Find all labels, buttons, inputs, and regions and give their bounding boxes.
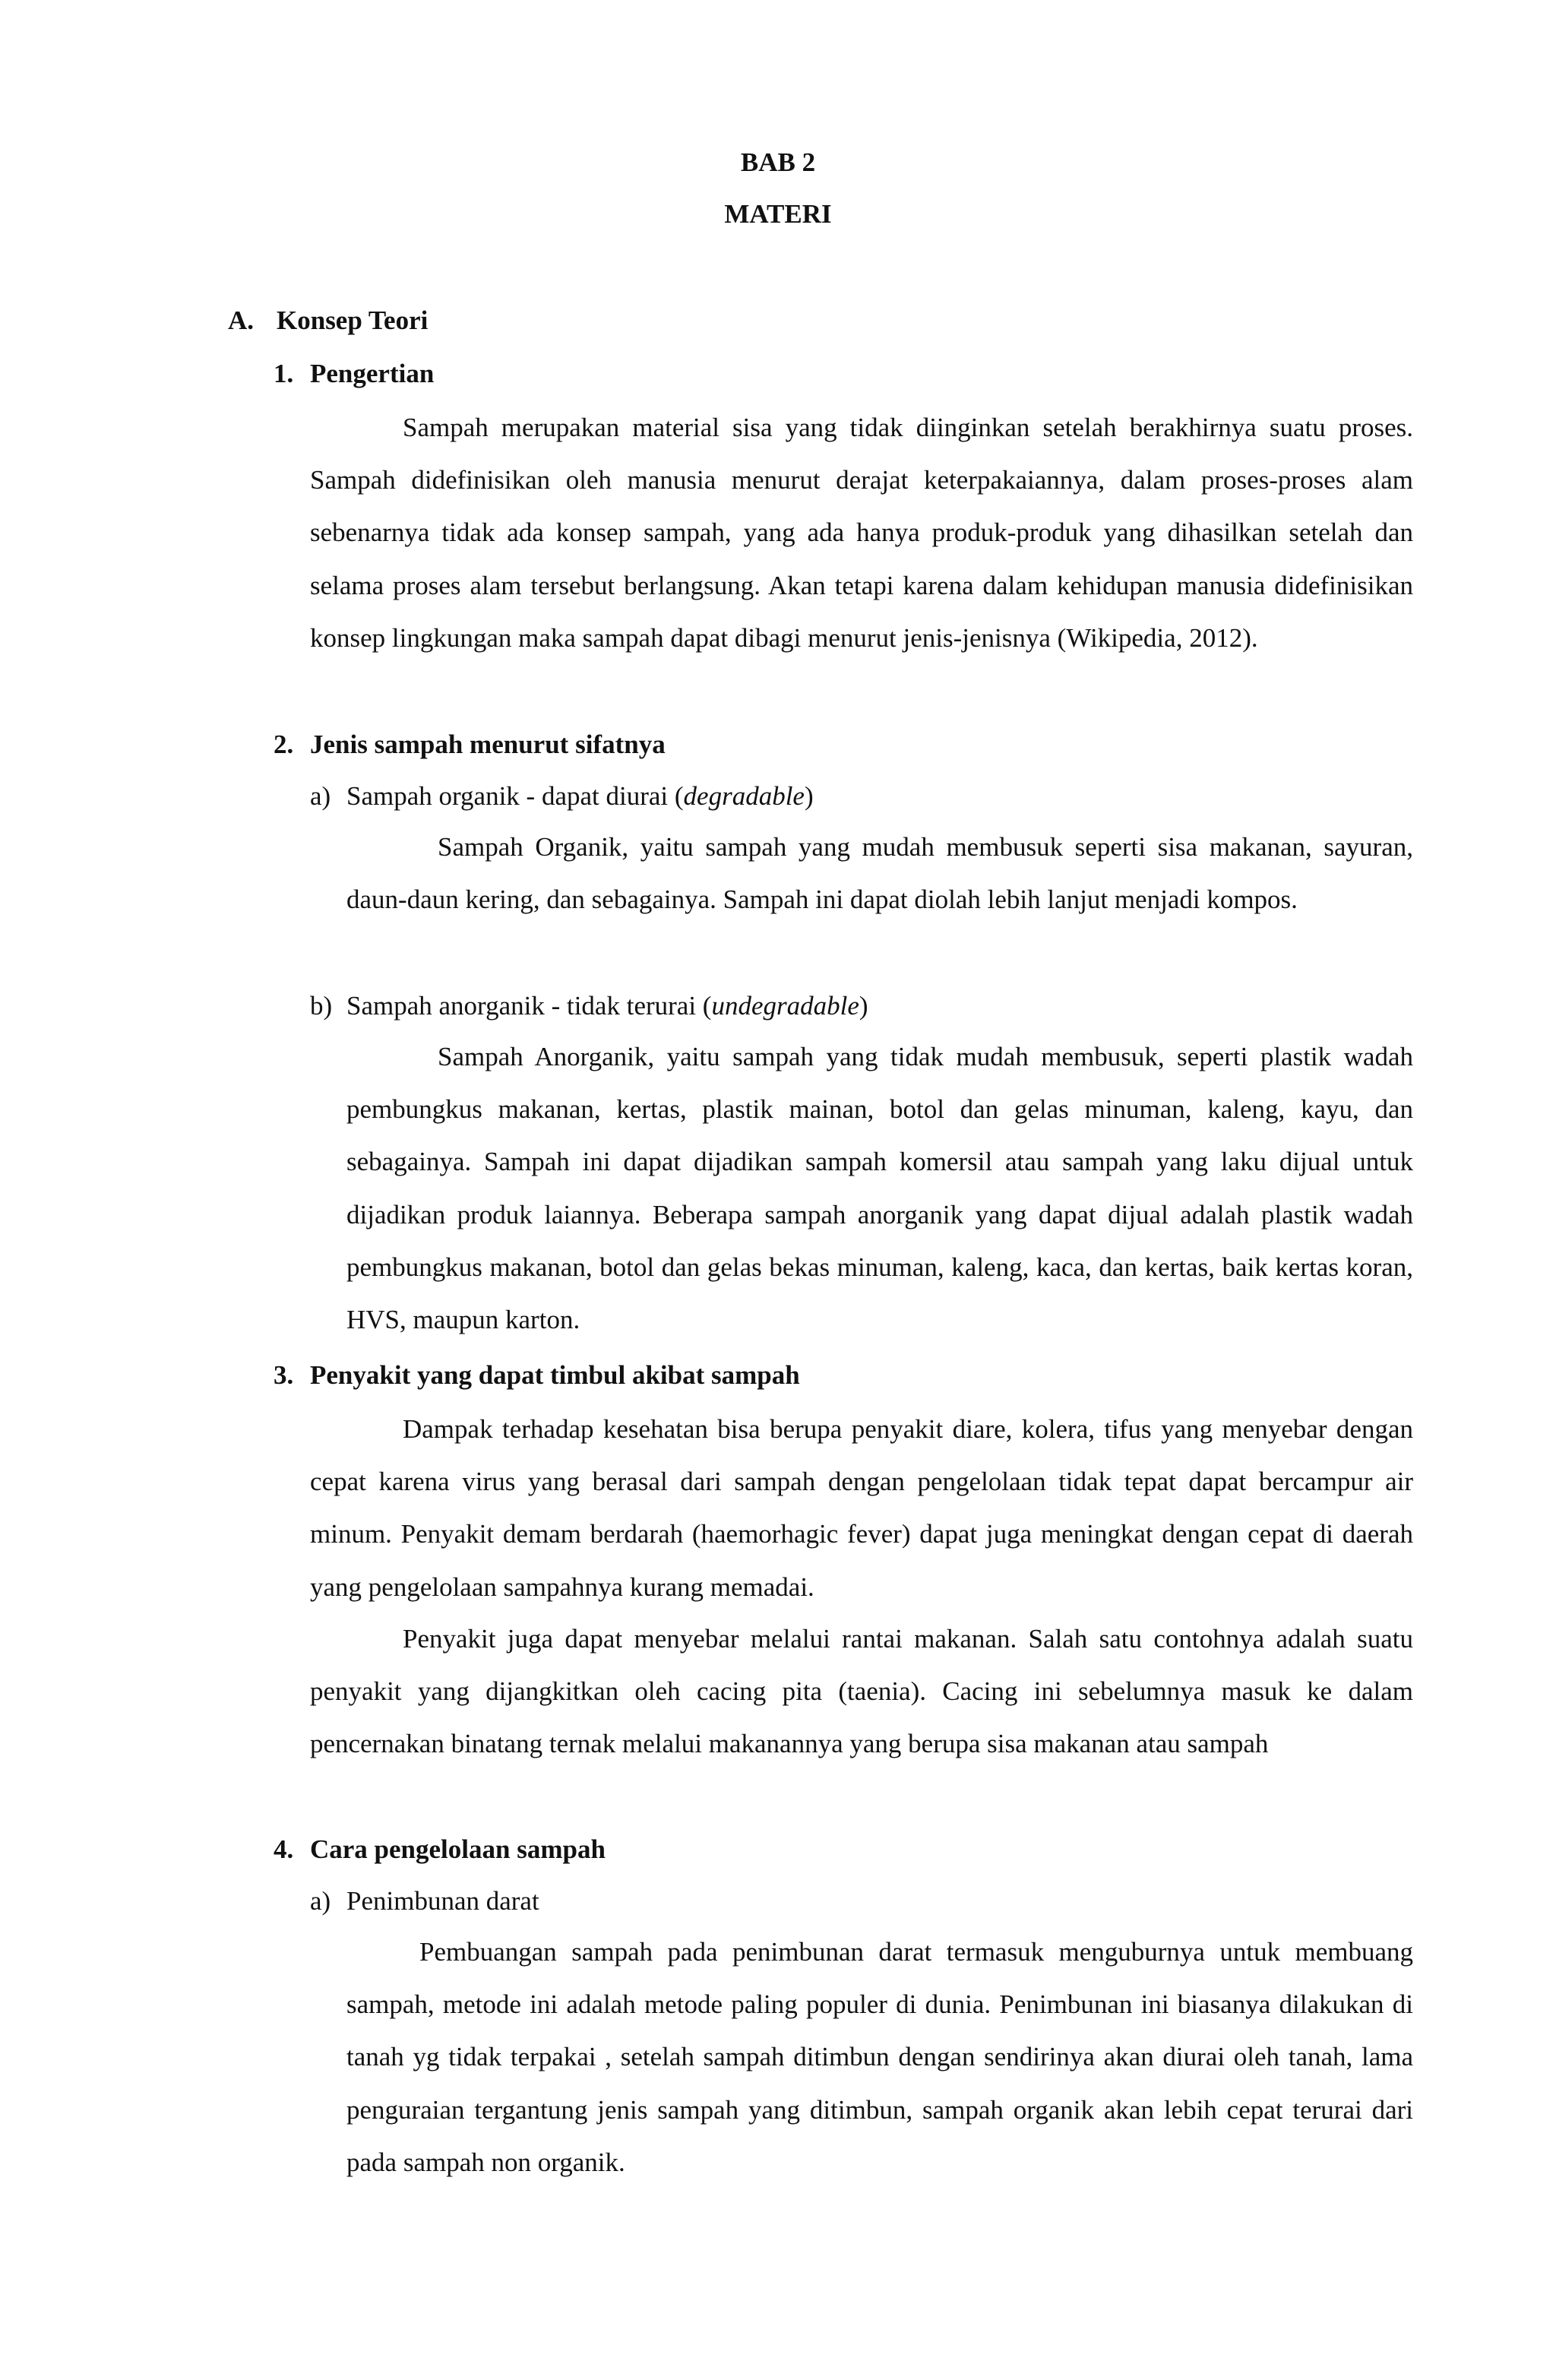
subitem-2a-paragraph: Sampah Organik, yaitu sampah yang mudah membusuk seperti sisa makanan, sayuran, daun-daun kering, dan sebagainya. Sampah ini dapat diolah lebih lanjut menjadi kompos. (346, 832, 1413, 915)
subitem-2a-heading (310, 778, 814, 815)
subitem-2b-label: Sampah anorganik - tidak terurai ( (346, 991, 712, 1021)
item-1-number: 1. (274, 359, 294, 388)
item-4-heading (274, 1831, 606, 1868)
item-4-title: Cara pengelolaan sampah (310, 1834, 606, 1864)
item-1-title: Pengertian (310, 359, 435, 388)
subitem-2a-label: Sampah organik - dapat diurai ( (346, 781, 684, 811)
section-marker: A. (228, 305, 255, 335)
subitem-2a-marker: a) (310, 781, 331, 811)
subitem-2b-heading (310, 988, 868, 1024)
subitem-4a-paragraph: Pembuangan sampah pada penimbunan darat termasuk menguburnya untuk membuang sampah, metode ini adalah metode paling populer di dunia. Penimbunan ini biasanya dilakukan di tanah yg tidak terpakai , setelah sampah ditimbun dengan sendirinya akan diurai oleh tanah, lama penguraian tergantung jenis sampah yang ditimbun, sampah organik akan lebih cepat terurai dari pada sampah non organik. (346, 1937, 1413, 2177)
subitem-4a-heading (310, 1883, 539, 1920)
item-1-paragraph: Sampah merupakan material sisa yang tidak diinginkan setelah berakhirnya suatu proses. Sampah didefinisikan oleh manusia menurut derajat keterpakaiannya, dalam proses-proses alam sebenarnya tidak ada konsep sampah, yang ada hanya produk-produk yang dihasilkan setelah dan selama proses alam tersebut berlangsung. Akan tetapi karena dalam kehidupan manusia didefinisikan konsep lingkungan maka sampah dapat dibagi menurut jenis-jenisnya (Wikipedia, 2012). (310, 413, 1413, 653)
item-2-number: 2. (274, 730, 294, 759)
item-3-title: Penyakit yang dapat timbul akibat sampah (310, 1360, 800, 1390)
subitem-2b-marker: b) (310, 991, 333, 1021)
item-2-heading (274, 726, 666, 763)
chapter-title: MATERI (724, 199, 832, 229)
section-heading (228, 302, 428, 339)
subitem-4a-marker: a) (310, 1886, 331, 1916)
subitem-2b-label-end: ) (859, 991, 868, 1021)
subitem-2b-label-italic: undegradable (711, 991, 859, 1021)
item-3-paragraph-1: Dampak terhadap kesehatan bisa berupa penyakit diare, kolera, tifus yang menyebar dengan cepat karena virus yang berasal dari sampah dengan pengelolaan tidak tepat dapat bercampur air minum. Penyakit demam berdarah (haemorhagic fever) dapat juga meningkat dengan cepat di daerah yang pengelolaan sampahnya kurang memadai. (310, 1414, 1413, 1602)
item-1-heading (274, 356, 434, 392)
subitem-2a-label-italic: degradable (683, 781, 805, 811)
item-3-number: 3. (274, 1360, 294, 1390)
item-3-heading (274, 1357, 800, 1394)
item-3-paragraph-2: Penyakit juga dapat menyebar melalui rantai makanan. Salah satu contohnya adalah suatu penyakit yang dijangkitkan oleh cacing pita (taenia). Cacing ini sebelumnya masuk ke dalam pencernakan binatang ternak melalui makanannya yang berupa sisa makanan atau sampah (310, 1624, 1413, 1759)
section-title: Konsep Teori (277, 305, 429, 335)
subitem-2a-label-end: ) (804, 781, 814, 811)
item-2-title: Jenis sampah menurut sifatnya (310, 730, 666, 759)
chapter-number: BAB 2 (740, 147, 816, 177)
item-4-number: 4. (274, 1834, 294, 1864)
subitem-4a-label: Penimbunan darat (346, 1886, 539, 1916)
subitem-2b-paragraph: Sampah Anorganik, yaitu sampah yang tidak mudah membusuk, seperti plastik wadah pembungkus makanan, kertas, plastik mainan, botol dan gelas minuman, kaleng, kayu, dan sebagainya. Sampah ini dapat dijadikan sampah komersil atau sampah yang laku dijual untuk dijadikan produk laiannya. Beberapa sampah anorganik yang dapat dijual adalah plastik wadah pembungkus makanan, botol dan gelas bekas minuman, kaleng, kaca, dan kertas, baik kertas koran, HVS, maupun karton. (346, 1042, 1413, 1335)
